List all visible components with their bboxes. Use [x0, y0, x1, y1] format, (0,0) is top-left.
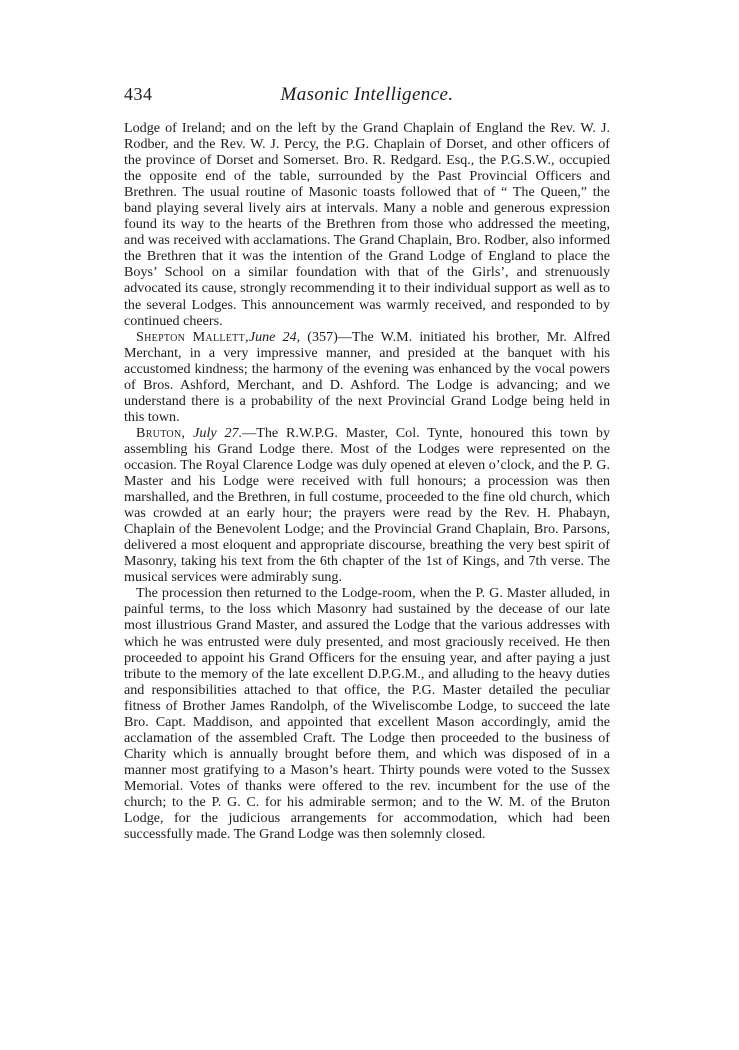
book-page [124, 84, 610, 842]
date-june-24: June 24, [248, 328, 301, 345]
place-name-bruton: Bruton, [136, 424, 186, 441]
paragraph-text-bruton: —The R.W.P.G. Master, Col. Tynte, honoured this town by assembling his Grand Lodge there. Most of the Lodges were represented on the occasion. The Royal Clarence Lodge was duly opened at eleven o’clock, and the P. G. Master and his Lodge were received with full honours; a procession was then marshalled, and the Brethren, in full costume, proceeded to the fine old church, which was crowded at an early hour; the prayers were read by the Rev. H. Phabayn, Chaplain of the Benevolent Lodge; and the Provincial Grand Chaplain, Bro. Parsons, delivered a most eloquent and appropriate discourse, breathing the very best spirit of Masonry, taking his text from the 6th chapter of the 1st of Kings, and 7th verse. The musical services were admirably sung. [124, 424, 610, 586]
running-head: Masonic Intelligence. [280, 84, 454, 105]
date-july-27: July 27. [193, 424, 243, 441]
article-body [124, 120, 610, 842]
paragraph-dinner-account: Lodge of Ireland; and on the left by the Grand Chaplain of England the Rev. W. J. Rodber, and the Rev. W. J. Percy, the P.G. Chaplain of Dorset, and other officers of the province of Dorset and Somerset. Bro. R. Redgard. Esq., the P.G.S.W., occupied the opposite end of the table, surrounded by the Past Provincial Officers and Brethren. The usual routine of Masonic toasts followed that of “ The Queen,” the band playing several lively airs at intervals. Many a noble and generous expression found its way to the hearts of the Brethren from those who addressed the meeting, and was received with acclamations. The Grand Chaplain, Bro. Rodber, also informed the Brethren that it was the intention of the Grand Lodge of England to place the Boys’ School on a similar foundation with that of the Girls’, and strenuously advocated its cause, strongly recommending it to their individual support as well as to the several Lodges. This announcement was warmly received, and responded to by continued cheers. [124, 120, 610, 329]
paragraph-shepton-mallett [124, 329, 610, 425]
paragraph-bruton [124, 425, 610, 585]
page-header [124, 84, 610, 114]
paragraph-procession: The procession then returned to the Lodge-room, when the P. G. Master alluded, in painful terms, to the loss which Masonry had sustained by the decease of our late most illustrious Grand Master, and assured the Lodge that the various addresses with which he was entrusted were duly presented, and most graciously received. He then proceeded to appoint his Grand Officers for the ensuing year, and after paying a just tribute to the memory of the late excellent D.P.G.M., and alluding to the heavy duties and responsibilities attached to that office, the P.G. Master detailed the peculiar fitness of Brother James Randolph, of the Wiveliscombe Lodge, to succeed the late Bro. Capt. Maddison, and appointed that excellent Mason accordingly, amid the acclamation of the assembled Craft. The Lodge then proceeded to the business of Charity which is annually brought before them, and which was disposed of in a manner most gratifying to a Mason’s heart. Thirty pounds were voted to the Sussex Memorial. Votes of thanks were offered to the rev. incumbent for the use of the church; to the P. G. C. for his admirable sermon; and to the W. M. of the Bruton Lodge, for the judicious arrangements for accommodation, which had been successfully made. The Grand Lodge was then solemnly closed. [124, 585, 610, 843]
place-name-shepton-mallett: Shepton Mallett, [136, 328, 249, 345]
page-number: 434 [124, 84, 153, 104]
paragraph-text-shepton-mallett: (357)—The W.M. initiated his brother, Mr. Alfred Merchant, in a very impressive manner, and presided at the banquet with his accustomed kindness; the harmony of the evening was enhanced by the vocal powers of Bros. Ashford, Merchant, and D. Ashford. The Lodge is advancing; and we understand there is a probability of the next Provincial Grand Lodge being held in this town. [124, 328, 610, 425]
